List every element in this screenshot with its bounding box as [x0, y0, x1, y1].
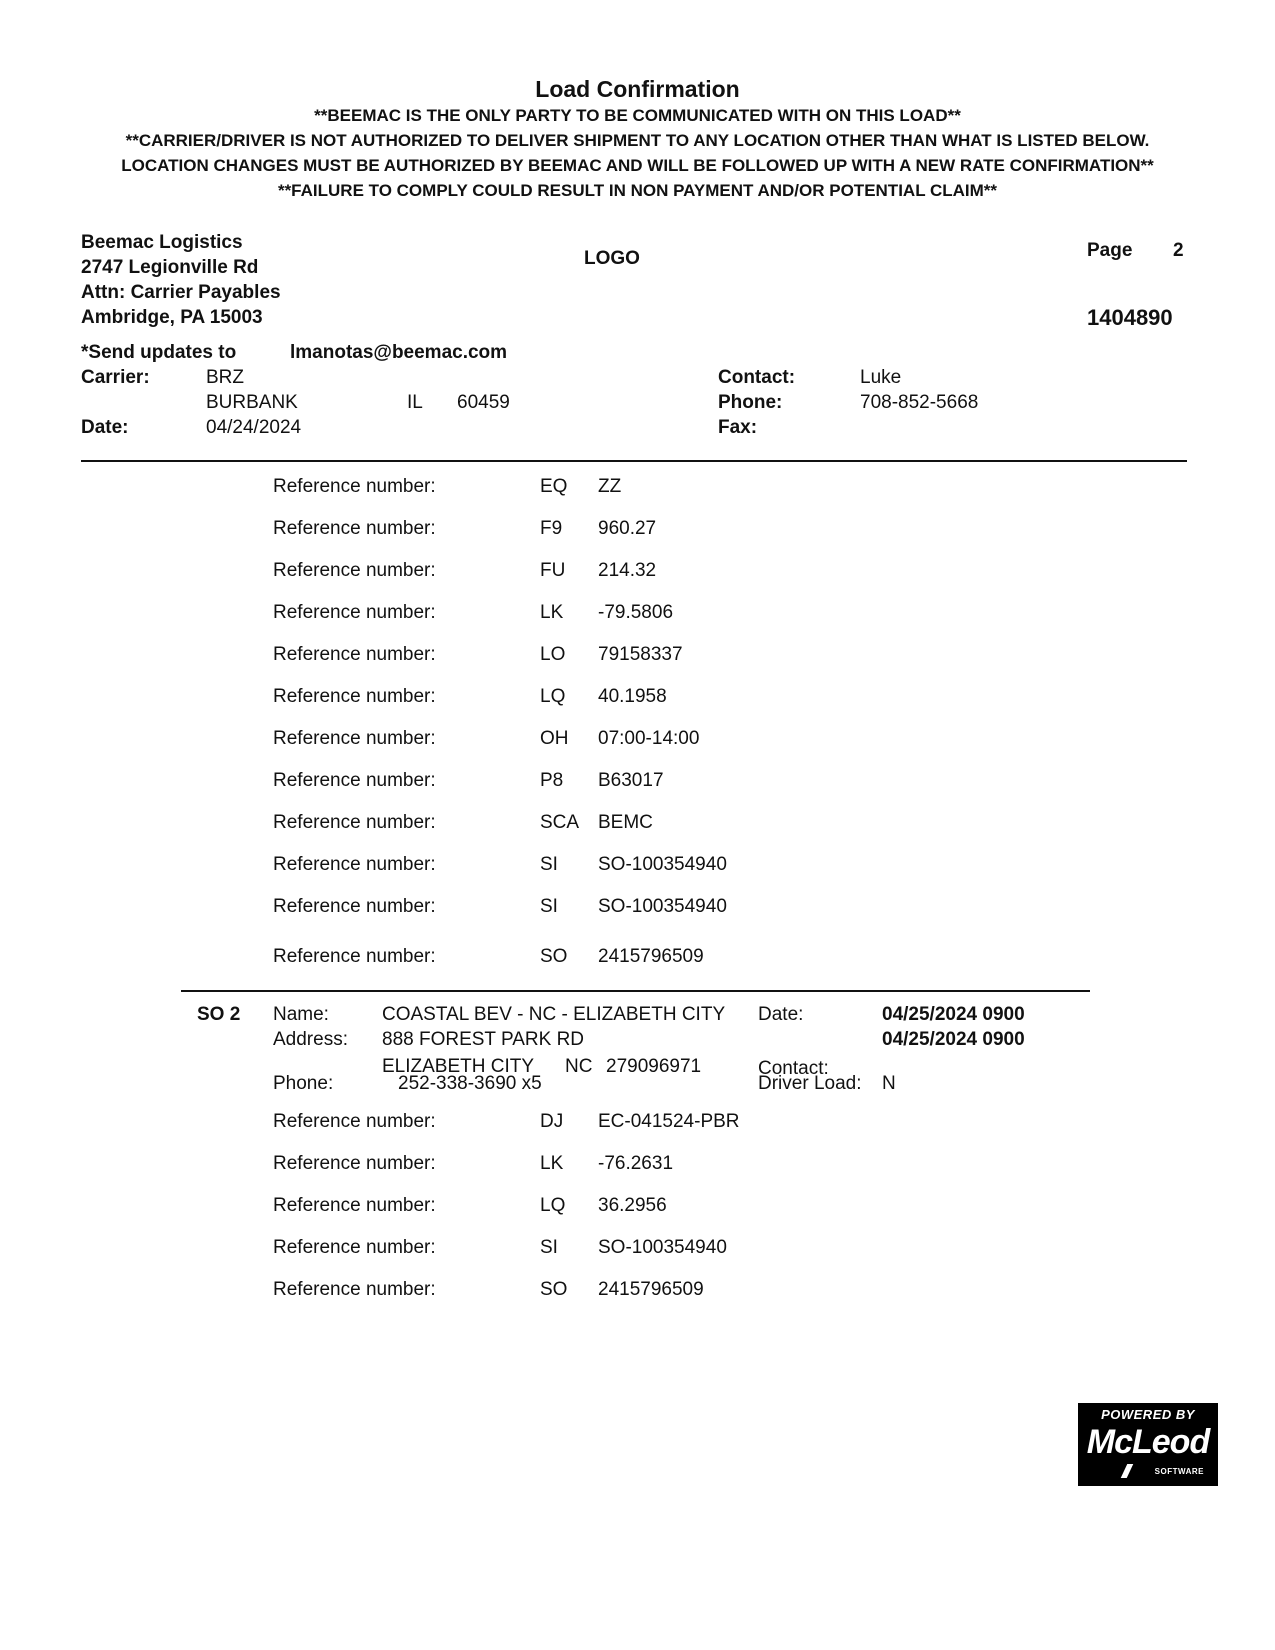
reference-label: Reference number:: [273, 560, 436, 581]
reference-code: SI: [540, 896, 558, 917]
driver-load-label: Driver Load:: [758, 1073, 862, 1094]
reference-value: 40.1958: [598, 686, 667, 707]
company-address: 2747 Legionville Rd: [81, 257, 259, 278]
reference-code: SO: [540, 1279, 568, 1300]
carrier-zip: 60459: [457, 392, 510, 413]
stop-address: 888 FOREST PARK RD: [382, 1029, 585, 1050]
reference-value: B63017: [598, 770, 664, 791]
phone-value: 708-852-5668: [860, 392, 979, 413]
reference-value: -76.2631: [598, 1153, 674, 1174]
reference-label: Reference number:: [273, 1279, 436, 1300]
reference-code: LK: [540, 1153, 564, 1174]
reference-code: SI: [540, 1237, 558, 1258]
reference-label: Reference number:: [273, 770, 436, 791]
notice-line-1: **BEEMAC IS THE ONLY PARTY TO BE COMMUNICATED WITH ON THIS LOAD**: [314, 106, 961, 125]
reference-label: Reference number:: [273, 896, 436, 917]
logo-software: SOFTWARE: [1154, 1467, 1204, 1476]
carrier-date: 04/24/2024: [206, 417, 302, 438]
stop-zip: 279096971: [606, 1056, 702, 1077]
contact-value: Luke: [860, 367, 902, 388]
reference-code: LK: [540, 602, 564, 623]
reference-row: [0, 770, 1275, 794]
reference-label: Reference number:: [273, 1153, 436, 1174]
reference-value: 960.27: [598, 518, 657, 539]
reference-label: Reference number:: [273, 812, 436, 833]
reference-label: Reference number:: [273, 854, 436, 875]
logo-mcleod: McLeod: [1086, 1423, 1210, 1461]
stop-contact-label: Contact:: [758, 1058, 829, 1079]
reference-value: BEMC: [598, 812, 653, 833]
notice-line-2: **CARRIER/DRIVER IS NOT AUTHORIZED TO DELIVER SHIPMENT TO ANY LOCATION OTHER THAN WHAT IS LISTED BELOW.: [125, 131, 1150, 150]
reference-code: F9: [540, 518, 563, 539]
reference-value: 2415796509: [598, 946, 704, 967]
page-label: Page: [1087, 240, 1133, 261]
carrier-name: BRZ: [206, 367, 244, 388]
reference-row: [0, 518, 1275, 542]
reference-value: -79.5806: [598, 602, 674, 623]
reference-code: SO: [540, 946, 568, 967]
reference-value: 36.2956: [598, 1195, 667, 1216]
reference-row: [0, 560, 1275, 584]
reference-code: OH: [540, 728, 569, 749]
reference-code: LQ: [540, 1195, 566, 1216]
carrier-city: BURBANK: [206, 392, 298, 413]
driver-load-value: N: [882, 1073, 896, 1094]
stop-id: SO 2: [197, 1004, 241, 1025]
reference-label: Reference number:: [273, 728, 436, 749]
reference-code: LQ: [540, 686, 566, 707]
reference-code: P8: [540, 770, 564, 791]
reference-row: [0, 602, 1275, 626]
page-number: 2: [1173, 240, 1184, 261]
company-city-line: Ambridge, PA 15003: [81, 307, 263, 328]
stop-divider: [181, 990, 1090, 992]
stop-name: COASTAL BEV - NC - ELIZABETH CITY: [382, 1004, 726, 1025]
carrier-state: IL: [407, 392, 423, 413]
reference-label: Reference number:: [273, 476, 436, 497]
stop-date-label: Date:: [758, 1004, 804, 1025]
reference-row: [0, 1153, 1275, 1177]
stop-date-2: 04/25/2024 0900: [882, 1029, 1025, 1050]
reference-row: [0, 686, 1275, 710]
reference-value: SO-100354940: [598, 854, 727, 875]
reference-label: Reference number:: [273, 1195, 436, 1216]
date-label: Date:: [81, 417, 129, 438]
notice-line-3: LOCATION CHANGES MUST BE AUTHORIZED BY BEEMAC AND WILL BE FOLLOWED UP WITH A NEW RATE CONFIRMATION**: [121, 156, 1154, 175]
reference-code: DJ: [540, 1111, 564, 1132]
mcleod-logo: [1078, 1403, 1218, 1486]
reference-value: 79158337: [598, 644, 683, 665]
logo-placeholder: LOGO: [584, 248, 640, 269]
stop-address-label: Address:: [273, 1029, 348, 1050]
reference-label: Reference number:: [273, 1111, 436, 1132]
reference-value: EC-041524-PBR: [598, 1111, 740, 1132]
reference-row: [0, 1195, 1275, 1219]
reference-value: 2415796509: [598, 1279, 704, 1300]
logo-slash-icon: [1121, 1464, 1134, 1478]
reference-row: [0, 644, 1275, 668]
company-name: Beemac Logistics: [81, 232, 243, 253]
reference-row: [0, 1279, 1275, 1303]
reference-row: [0, 896, 1275, 920]
reference-code: FU: [540, 560, 566, 581]
send-updates-email: lmanotas@beemac.com: [290, 342, 508, 363]
reference-code: SCA: [540, 812, 580, 833]
stop-state: NC: [565, 1056, 593, 1077]
logo-powered-by: POWERED BY: [1101, 1407, 1195, 1422]
reference-label: Reference number:: [273, 686, 436, 707]
reference-row: [0, 946, 1275, 970]
reference-value: 214.32: [598, 560, 657, 581]
header-divider: [81, 460, 1187, 462]
load-number: 1404890: [1087, 305, 1173, 330]
reference-row: [0, 728, 1275, 752]
reference-value: SO-100354940: [598, 896, 727, 917]
fax-label: Fax:: [718, 417, 758, 438]
reference-row: [0, 812, 1275, 836]
stop-date-1: 04/25/2024 0900: [882, 1004, 1025, 1025]
reference-value: ZZ: [598, 476, 622, 497]
reference-label: Reference number:: [273, 602, 436, 623]
reference-label: Reference number:: [273, 644, 436, 665]
stop-phone-label: Phone:: [273, 1073, 334, 1094]
stop-city: ELIZABETH CITY: [382, 1056, 535, 1077]
phone-label: Phone:: [718, 392, 783, 413]
company-attn: Attn: Carrier Payables: [81, 282, 281, 303]
reference-label: Reference number:: [273, 518, 436, 539]
reference-row: [0, 1111, 1275, 1135]
reference-value: 07:00-14:00: [598, 728, 700, 749]
reference-row: [0, 476, 1275, 500]
carrier-label: Carrier:: [81, 367, 150, 388]
send-updates-label: *Send updates to: [81, 342, 237, 363]
stop-phone: 252-338-3690 x5: [398, 1073, 542, 1094]
reference-row: [0, 854, 1275, 878]
reference-label: Reference number:: [273, 946, 436, 967]
reference-label: Reference number:: [273, 1237, 436, 1258]
reference-code: LO: [540, 644, 566, 665]
reference-code: SI: [540, 854, 558, 875]
reference-row: [0, 1237, 1275, 1261]
reference-code: EQ: [540, 476, 568, 497]
notice-line-4: **FAILURE TO COMPLY COULD RESULT IN NON PAYMENT AND/OR POTENTIAL CLAIM**: [277, 181, 998, 200]
stop-name-label: Name:: [273, 1004, 329, 1025]
contact-label: Contact:: [718, 367, 796, 388]
reference-value: SO-100354940: [598, 1237, 727, 1258]
document-title: Load Confirmation: [535, 76, 740, 102]
